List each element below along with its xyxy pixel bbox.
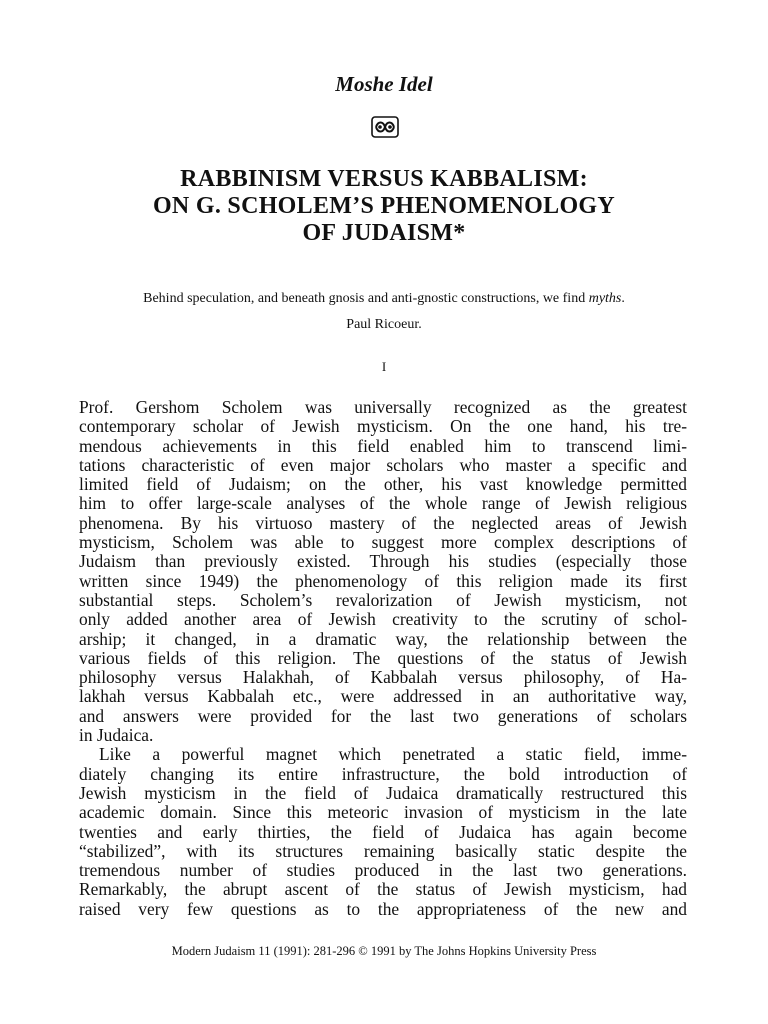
epigraph-quote bbox=[0, 291, 768, 307]
epigraph-emphasis: myths bbox=[588, 291, 622, 306]
text-line: tremendous number of studies produced in the last two generations. bbox=[79, 860, 687, 881]
article-body bbox=[79, 398, 687, 919]
journal-citation: Modern Judaism 11 (1991): 281-296 © 1991 by The Johns Hopkins University Press bbox=[171, 944, 597, 958]
title-line: RABBINISM VERSUS KABBALISM: bbox=[180, 166, 588, 192]
fleuron-ornament-icon bbox=[371, 116, 399, 138]
text-line: substantial steps. Scholem’s revalorization of Jewish mysticism, not bbox=[79, 589, 687, 610]
text-line: Prof. Gershom Scholem was universally recognized as the greatest bbox=[79, 397, 687, 417]
text-line: phenomena. By his virtuoso mastery of the neglected areas of Jewish bbox=[79, 512, 687, 533]
text-line: only added another area of Jewish creativity to the scrutiny of schol- bbox=[79, 609, 687, 630]
text-line: diately changing its entire infrastructure, the bold introduction of bbox=[79, 763, 687, 784]
text-line: limited field of Judaism; on the other, his vast knowledge permitted bbox=[79, 474, 687, 495]
text-line: arship; it changed, in a dramatic way, the relationship between the bbox=[79, 628, 687, 649]
epigraph-period: . bbox=[621, 291, 625, 306]
text-line: twenties and early thirties, the field of Judaica has again become bbox=[79, 821, 687, 842]
text-line: written since 1949) the phenomenology of this religion made its first bbox=[79, 570, 687, 591]
text-line: Judaism than previously existed. Through his studies (especially those bbox=[79, 551, 687, 572]
title-line: ON G. SCHOLEM’S PHENOMENOLOGY bbox=[152, 193, 616, 219]
text-line: mendous achievements in this field enabled him to transcend limi- bbox=[79, 435, 687, 456]
text-line: philosophy versus Halakhah, of Kabbalah versus philosophy, of Ha- bbox=[79, 667, 687, 688]
title-line: OF JUDAISM* bbox=[302, 220, 466, 246]
text-line: Jewish mysticism in the field of Judaica dramatically restructured this bbox=[79, 782, 687, 803]
paragraph-2 bbox=[79, 745, 687, 919]
epigraph-text: Behind speculation, and beneath gnosis and anti-gnostic constructions, we find bbox=[143, 291, 589, 306]
text-line: academic domain. Since this meteoric invasion of mysticism in the late bbox=[79, 802, 687, 823]
article-title bbox=[0, 166, 768, 247]
text-line: “stabilized”, with its structures remaining basically static despite the bbox=[79, 840, 687, 861]
section-number: I bbox=[381, 359, 387, 374]
epigraph-attribution: Paul Ricoeur. bbox=[346, 317, 422, 332]
text-line: various fields of this religion. The questions of the status of Jewish bbox=[79, 647, 687, 668]
text-line: in Judaica. bbox=[79, 725, 154, 746]
text-line: him to offer large-scale analyses of the whole range of Jewish religious bbox=[79, 493, 687, 514]
text-line: Like a powerful magnet which penetrated a static field, imme- bbox=[99, 744, 687, 765]
text-line: and answers were provided for the last two generations of scholars bbox=[79, 705, 687, 726]
text-line: raised very few questions as to the appropriateness of the new and bbox=[79, 898, 687, 919]
author-name: Moshe Idel bbox=[335, 72, 433, 96]
text-line: lakhah versus Kabbalah etc., were addressed in an authoritative way, bbox=[79, 686, 687, 707]
text-line: tations characteristic of even major scholars who master a specific and bbox=[79, 454, 687, 475]
text-line: contemporary scholar of Jewish mysticism. On the one hand, his tre- bbox=[79, 416, 687, 437]
text-line: Remarkably, the abrupt ascent of the status of Jewish mysticism, had bbox=[79, 879, 687, 900]
paragraph-1 bbox=[79, 398, 687, 745]
text-line: mysticism, Scholem was able to suggest more complex descriptions of bbox=[79, 532, 687, 553]
